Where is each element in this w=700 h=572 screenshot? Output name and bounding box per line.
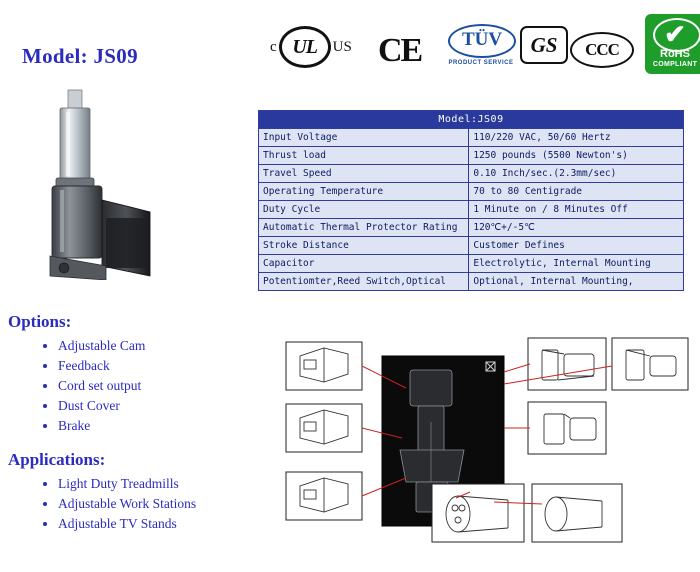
table-row bbox=[259, 273, 684, 291]
spec-value: 1250 pounds (5500 Newton's) bbox=[469, 147, 684, 165]
gs-mark-label: GS bbox=[520, 26, 568, 64]
rohs-ring bbox=[653, 18, 700, 52]
ccc-mark-icon bbox=[570, 32, 634, 68]
list-item: • Cord set output bbox=[58, 376, 145, 396]
tuv-mark-label: TÜV bbox=[448, 24, 516, 58]
spec-value: 120℃+/-5℃ bbox=[469, 219, 684, 237]
tuv-mark-icon bbox=[448, 24, 514, 66]
list-item: • Feedback bbox=[58, 356, 145, 376]
ce-mark-icon bbox=[378, 32, 421, 70]
spec-value: 110/220 VAC, 50/60 Hertz bbox=[469, 129, 684, 147]
table-row bbox=[259, 183, 684, 201]
certification-logos bbox=[270, 14, 698, 82]
spec-value: Electrolytic, Internal Mounting bbox=[469, 255, 684, 273]
ul-listing-mark-icon bbox=[270, 26, 352, 68]
table-row bbox=[259, 237, 684, 255]
spec-label: Stroke Distance bbox=[259, 237, 469, 255]
list-item: • Light Duty Treadmills bbox=[58, 474, 196, 494]
spec-label: Duty Cycle bbox=[259, 201, 469, 219]
rohs-sublabel: COMPLIANT bbox=[652, 61, 698, 68]
table-row bbox=[259, 219, 684, 237]
gs-mark-icon bbox=[520, 26, 568, 64]
spec-label: Automatic Thermal Protector Rating bbox=[259, 219, 469, 237]
spec-label: Capacitor bbox=[259, 255, 469, 273]
rohs-check-icon: ✔ bbox=[664, 19, 686, 49]
tuv-mark-subtitle: PRODUCT SERVICE bbox=[448, 60, 514, 66]
ccc-mark-label: CCC bbox=[570, 32, 634, 68]
ul-c-label: c bbox=[270, 38, 277, 55]
list-item: • Dust Cover bbox=[58, 396, 145, 416]
list-item: • Adjustable Cam bbox=[58, 336, 145, 356]
table-header-title: Model:JS09 bbox=[259, 111, 684, 129]
rohs-label: RoHS bbox=[660, 48, 690, 60]
component-diagram bbox=[280, 332, 692, 550]
applications-heading: Applications: bbox=[8, 450, 106, 469]
table-row bbox=[259, 165, 684, 183]
spec-value: 1 Minute on / 8 Minutes Off bbox=[469, 201, 684, 219]
spec-value: Customer Defines bbox=[469, 237, 684, 255]
spec-value: 0.10 Inch/sec.(2.3mm/sec) bbox=[469, 165, 684, 183]
table-header-row bbox=[259, 111, 684, 129]
list-item: • Brake bbox=[58, 416, 145, 436]
ce-mark-label: CE bbox=[378, 32, 422, 69]
spec-label: Thrust load bbox=[259, 147, 469, 165]
ul-us-label: US bbox=[332, 38, 352, 55]
table-row bbox=[259, 201, 684, 219]
table-row bbox=[259, 255, 684, 273]
spec-value: Optional, Internal Mounting, bbox=[469, 273, 684, 291]
spec-label: Potentiomter,Reed Switch,Optical bbox=[259, 273, 469, 291]
options-list bbox=[36, 336, 145, 436]
table-row bbox=[259, 147, 684, 165]
spec-label: Operating Temperature bbox=[259, 183, 469, 201]
spec-label: Input Voltage bbox=[259, 129, 469, 147]
page-title: Model: JS09 bbox=[22, 44, 138, 68]
specification-table bbox=[258, 110, 684, 291]
product-photo bbox=[22, 80, 202, 280]
list-item: • Adjustable Work Stations bbox=[58, 494, 196, 514]
ul-circle-label: UL bbox=[279, 26, 331, 68]
spec-value: 70 to 80 Centigrade bbox=[469, 183, 684, 201]
applications-list bbox=[36, 474, 196, 534]
spec-label: Travel Speed bbox=[259, 165, 469, 183]
table-row bbox=[259, 129, 684, 147]
options-heading: Options: bbox=[8, 312, 72, 331]
list-item: • Adjustable TV Stands bbox=[58, 514, 196, 534]
rohs-mark-icon bbox=[645, 14, 700, 74]
